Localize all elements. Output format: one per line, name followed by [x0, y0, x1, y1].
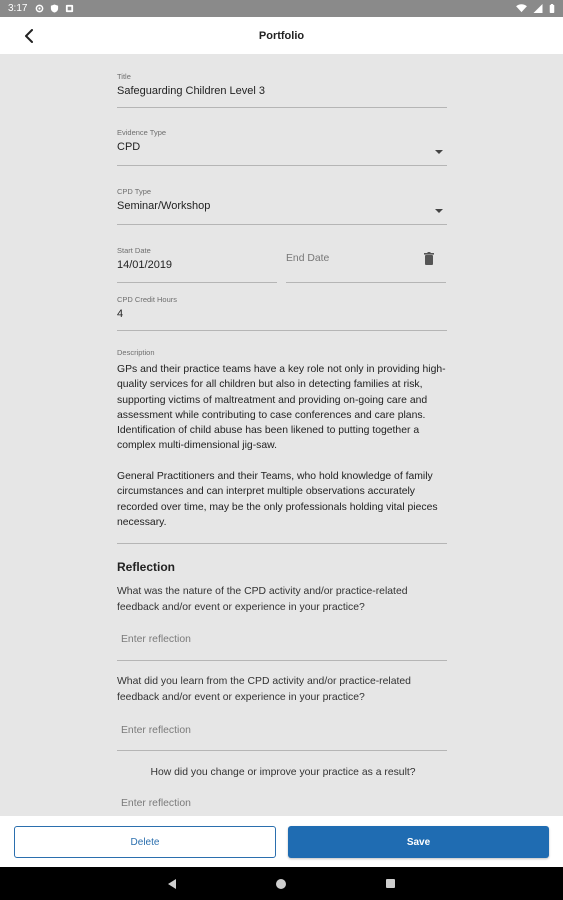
start-date-underline — [117, 282, 277, 283]
end-date-field[interactable] — [286, 246, 446, 283]
back-button[interactable] — [18, 25, 40, 47]
nav-home-icon[interactable] — [276, 879, 286, 889]
end-date-underline — [286, 282, 446, 283]
dropdown-arrow-icon — [435, 209, 443, 213]
nav-recents-icon[interactable] — [386, 879, 395, 888]
cpd-type-value: Seminar/Workshop — [117, 200, 211, 212]
clear-date-button[interactable] — [424, 252, 438, 268]
reflection-question-3: How did you change or improve your practice as a result? — [150, 767, 416, 778]
back-arrow-icon — [23, 29, 35, 43]
title-label: Title — [117, 72, 131, 81]
cpd-hours-field[interactable] — [117, 295, 447, 331]
start-date-value: 14/01/2019 — [117, 259, 173, 271]
evidence-type-select[interactable] — [117, 128, 447, 166]
status-bar — [0, 0, 563, 17]
cpd-type-underline — [117, 224, 447, 225]
evidence-type-underline — [117, 165, 447, 166]
wifi-icon — [516, 4, 527, 13]
start-date-field[interactable] — [117, 246, 277, 283]
title-value: Safeguarding Children Level 3 — [117, 85, 265, 97]
app-bar — [0, 17, 563, 54]
cpd-hours-underline — [117, 330, 447, 331]
cpd-hours-label: CPD Credit Hours — [117, 295, 178, 304]
reflection-input-3[interactable]: Enter reflection — [121, 797, 191, 809]
reflection-input-1[interactable]: Enter reflection — [121, 633, 191, 645]
shield-icon — [50, 4, 59, 13]
action-bar — [0, 816, 563, 867]
title-field[interactable] — [117, 72, 447, 108]
cpd-type-select[interactable] — [117, 187, 447, 225]
evidence-type-label: Evidence Type — [117, 128, 167, 137]
description-text: GPs and their practice teams have a key role not only in providing high-quality services for all children but also in detecting families at risk, supporting victims of maltreatment and providing on-going care and assessment while contributing to case conferences and care plans. Identification of child abuse has been likened to putting together a complex multi-dimensional jig-saw. General Practitioners and their Teams, who hold knowledge of family circumstances and can interpret multiple observations accurately recorded over time, may be the only professionals holding vital pieces necessary. — [117, 364, 446, 528]
save-button[interactable]: Save — [288, 826, 549, 858]
reflection-underline-2 — [117, 750, 447, 751]
portfolio-form — [0, 54, 563, 816]
settings-icon — [35, 4, 44, 13]
start-date-label: Start Date — [117, 246, 151, 255]
description-underline — [117, 543, 447, 544]
delete-button[interactable]: Delete — [14, 826, 276, 858]
description-field[interactable] — [117, 348, 447, 544]
cpd-hours-value: 4 — [117, 308, 124, 320]
reflection-input-2[interactable]: Enter reflection — [121, 724, 191, 736]
status-time: 3:17 — [8, 3, 28, 14]
reflection-question-2: What did you learn from the CPD activity and/or practice-related feedback and/or event or experience in your practice? — [117, 676, 411, 703]
reflection-heading: Reflection — [117, 560, 176, 574]
description-label: Description — [117, 348, 155, 357]
battery-icon — [549, 4, 555, 13]
page-title: Portfolio — [258, 29, 305, 42]
reflection-underline-1 — [117, 660, 447, 661]
end-date-placeholder: End Date — [286, 253, 330, 264]
notification-icon — [65, 4, 74, 13]
trash-icon — [424, 252, 434, 265]
nav-back-icon[interactable] — [168, 879, 176, 889]
dropdown-arrow-icon — [435, 150, 443, 154]
system-nav-bar — [0, 867, 563, 900]
signal-icon — [533, 4, 543, 13]
cpd-type-label: CPD Type — [117, 187, 152, 196]
title-underline — [117, 107, 447, 108]
reflection-question-1: What was the nature of the CPD activity and/or practice-related feedback and/or event or experience in your practice? — [117, 586, 408, 613]
evidence-type-value: CPD — [117, 141, 141, 153]
